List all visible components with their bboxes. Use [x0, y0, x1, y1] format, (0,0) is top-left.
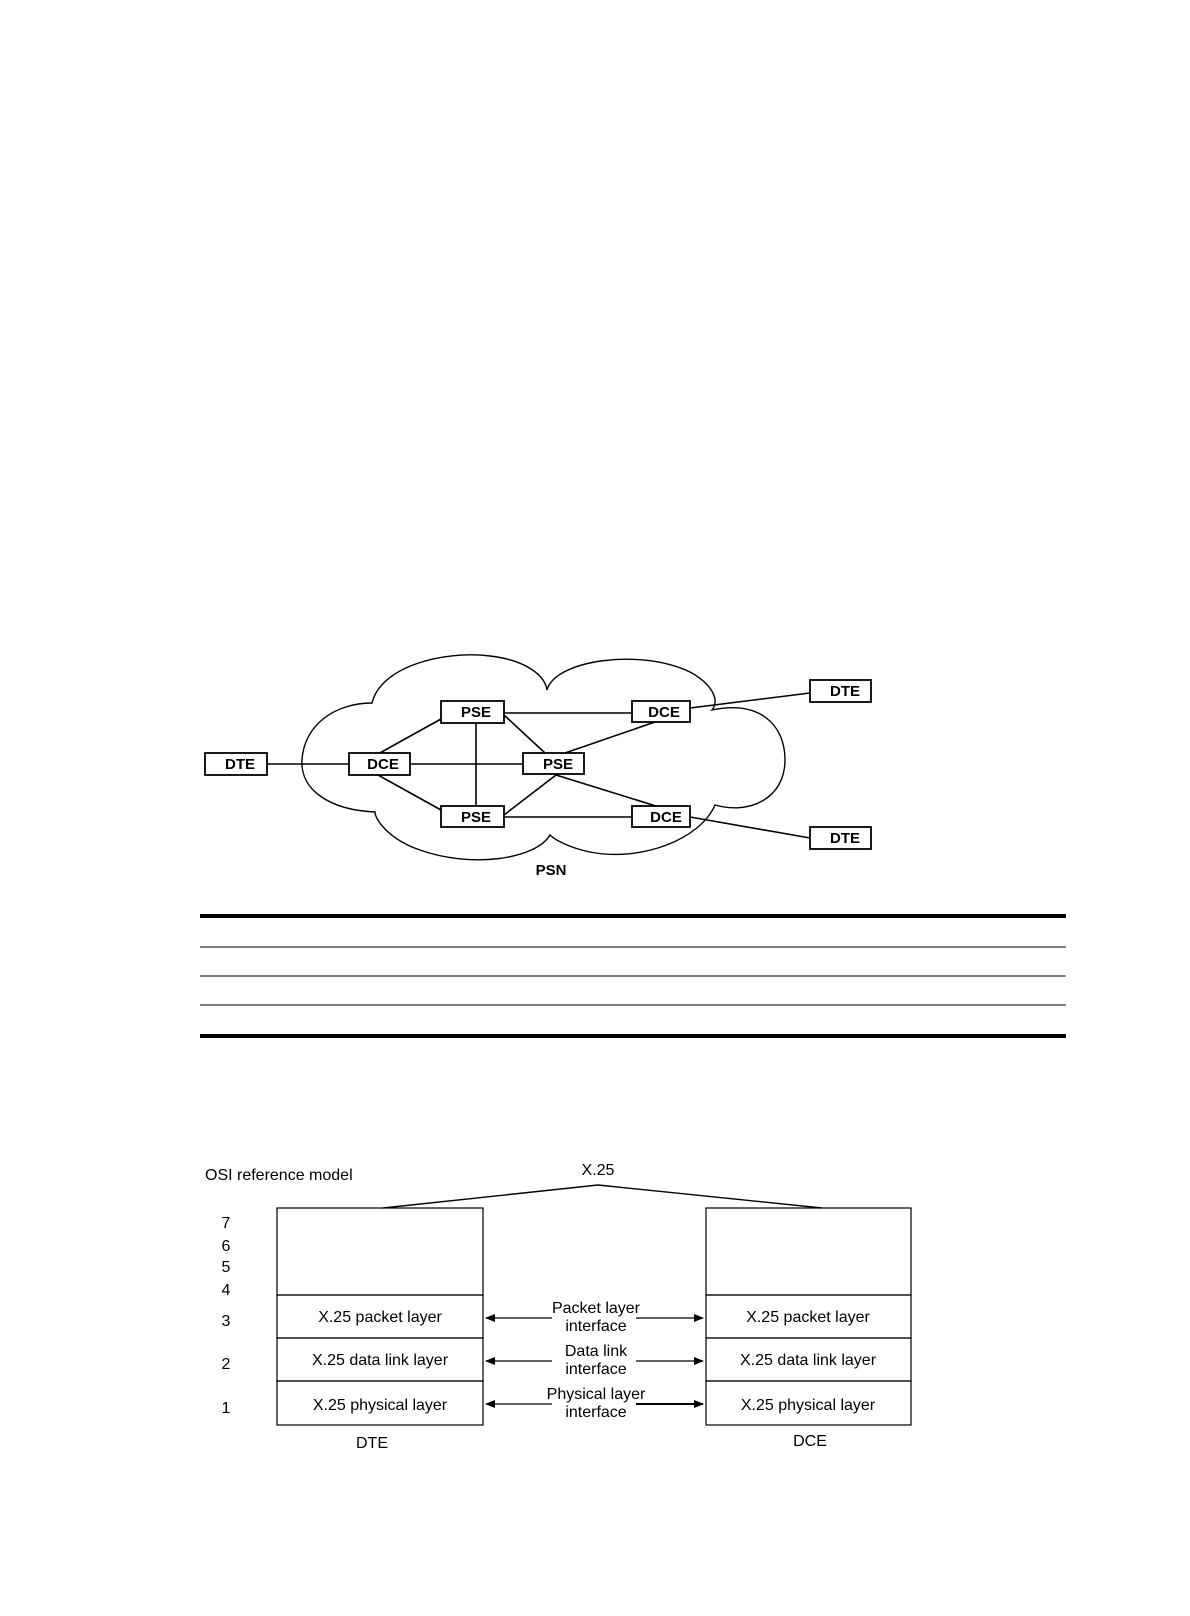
packet-interface-label-line1: Packet layer — [551, 1300, 641, 1317]
node-label-pse-top: PSE — [460, 704, 492, 721]
x25-network-diagram — [205, 655, 871, 879]
node-label-dte-left: DTE — [225, 756, 255, 773]
layer-number-1: 1 — [221, 1400, 231, 1417]
dte-data-link-layer-label: X.25 data link layer — [311, 1352, 449, 1369]
x25-bracket — [383, 1185, 822, 1208]
dce-physical-layer-label: X.25 physical layer — [740, 1397, 876, 1414]
layer-number-7: 7 — [221, 1215, 231, 1232]
data-link-interface-label-line2: interface — [565, 1361, 627, 1378]
dce-data-link-layer-label: X.25 data link layer — [739, 1352, 877, 1369]
node-label-dte-bottom-right: DTE — [830, 830, 860, 847]
empty-table — [200, 916, 1066, 1036]
dce-upper-layers-box — [706, 1208, 911, 1295]
dce-packet-layer-label: X.25 packet layer — [746, 1309, 870, 1326]
physical-interface-label-line2: interface — [565, 1404, 627, 1421]
layer-number-6: 6 — [221, 1238, 231, 1255]
link-dce-top-right-dte-top-right — [690, 693, 810, 708]
link-pse-mid-dce-top-right — [565, 722, 655, 753]
psn-label: PSN — [535, 862, 567, 879]
data-link-interface-label-line1: Data link — [564, 1343, 628, 1360]
layer-number-3: 3 — [221, 1313, 231, 1330]
link-pse-top-pse-mid — [504, 715, 545, 753]
dte-packet-layer-label: X.25 packet layer — [318, 1309, 442, 1326]
node-label-dte-top-right: DTE — [830, 683, 860, 700]
dte-caption: DTE — [356, 1435, 388, 1452]
osi-reference-model-label: OSI reference model — [205, 1167, 353, 1184]
layer-number-5: 5 — [221, 1259, 231, 1276]
dte-physical-layer-label: X.25 physical layer — [312, 1397, 448, 1414]
packet-interface-label-line2: interface — [565, 1318, 627, 1335]
node-label-dce-top-right: DCE — [648, 704, 680, 721]
layer-number-2: 2 — [221, 1356, 231, 1373]
link-pse-mid-dce-bottom-right — [556, 775, 656, 806]
node-label-pse-mid: PSE — [542, 756, 574, 773]
link-dce-bottom-right-dte-bottom-right — [690, 817, 810, 838]
link-pse-mid-pse-bottom — [504, 775, 556, 815]
x25-label: X.25 — [581, 1162, 615, 1179]
dce-caption: DCE — [793, 1433, 827, 1450]
x25-layer-diagram — [205, 1162, 911, 1452]
link-dce-left-pse-bottom — [378, 775, 441, 810]
node-label-pse-bottom: PSE — [460, 809, 492, 826]
layer-number-4: 4 — [221, 1282, 231, 1299]
link-dce-left-pse-top — [378, 719, 441, 754]
node-label-dce-bottom-right: DCE — [650, 809, 682, 826]
physical-interface-label-line1: Physical layer — [546, 1386, 646, 1403]
node-label-dce-left: DCE — [367, 756, 399, 773]
dte-upper-layers-box — [277, 1208, 483, 1295]
